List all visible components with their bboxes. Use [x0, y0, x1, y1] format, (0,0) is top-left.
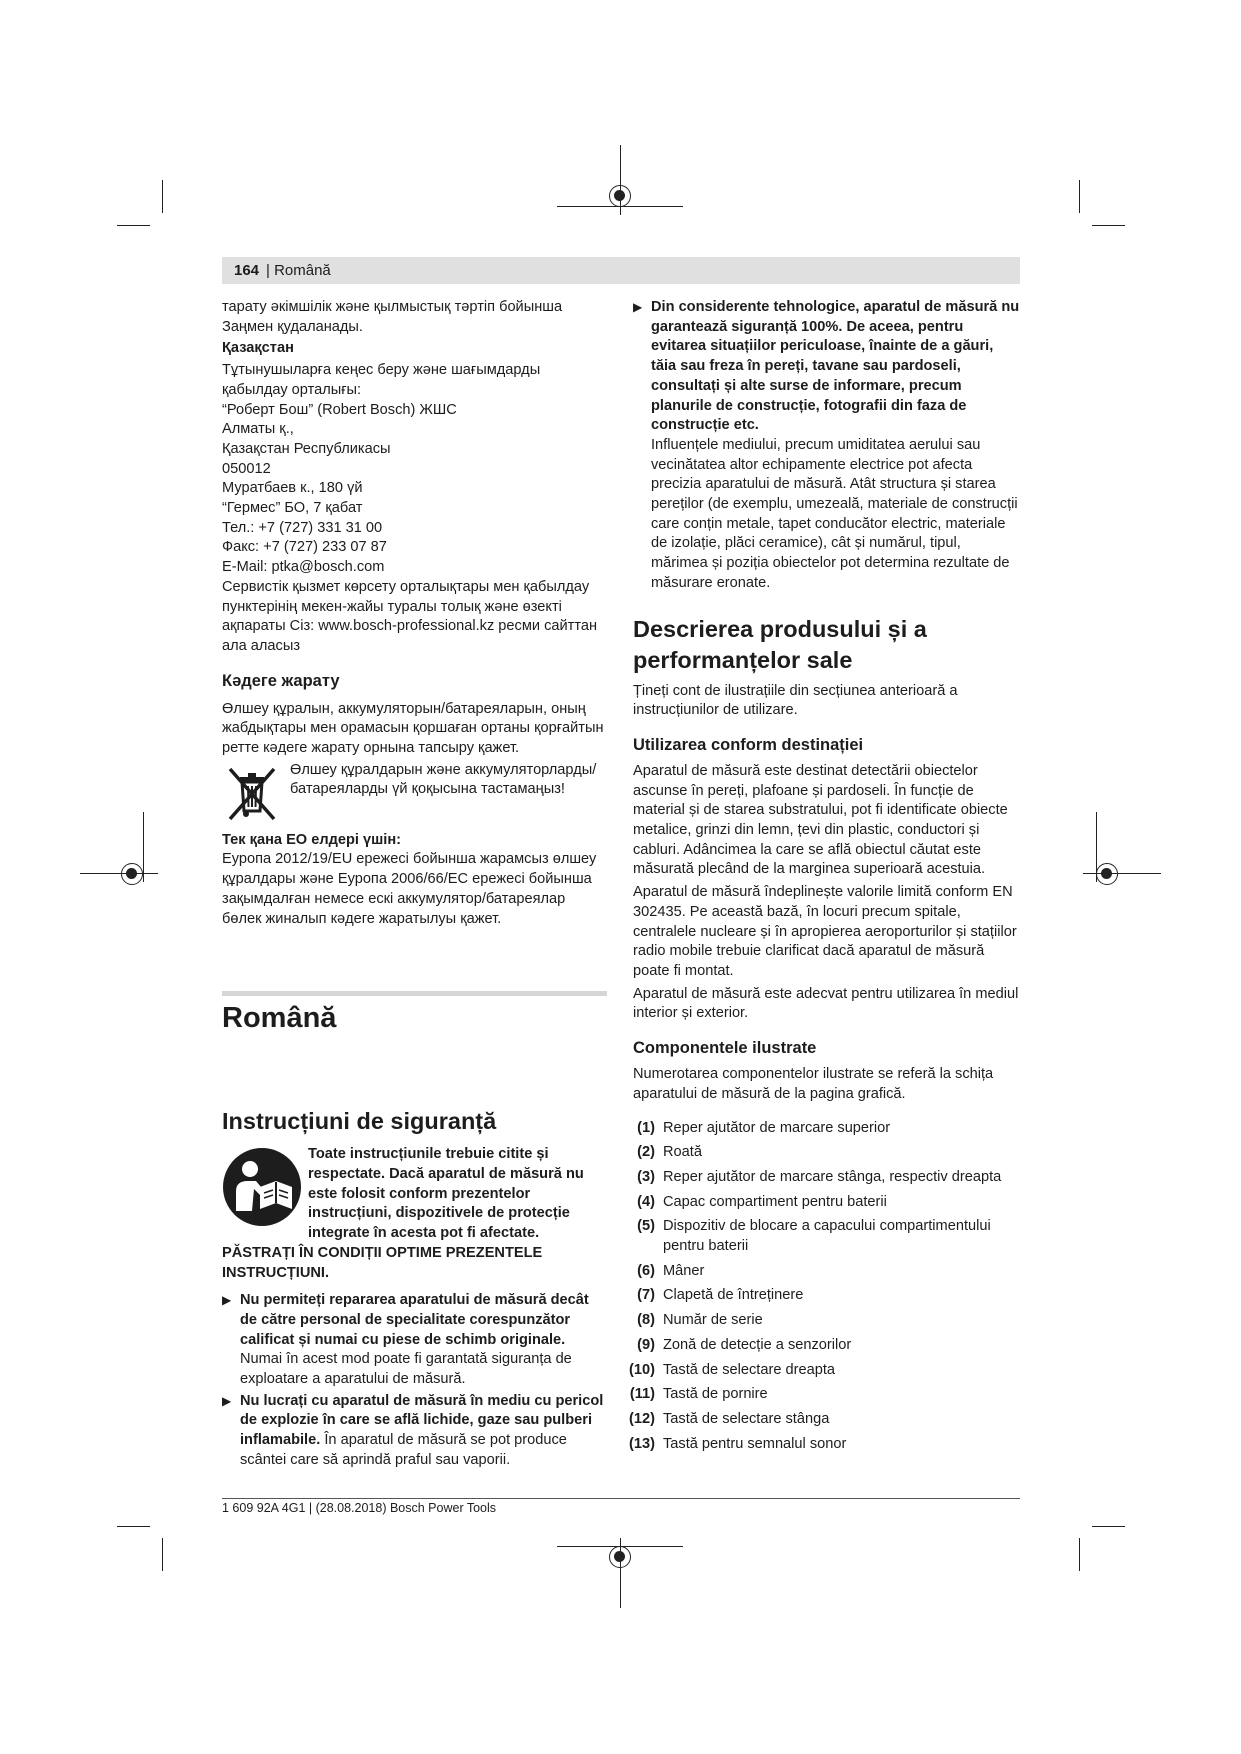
component-label: Dispozitiv de blocare a capacului compartimentului pentru baterii	[663, 1218, 991, 1255]
registration-target-icon	[609, 185, 631, 207]
eu-text: Еуропа 2012/19/EU ережесі бойынша жарамсыз өлшеу құралдары және Еуропа 2006/66/EC ережесі бойынша зақымдалған немесе ескі аккумулятор/батареялар бөлек жиналып кәдеге жаратылуы қажет.	[222, 851, 597, 927]
component-number: (11)	[629, 1386, 655, 1403]
list-item	[617, 1168, 1020, 1188]
component-number: (1)	[637, 1119, 655, 1136]
address-line: Тұтынушыларға кеңес беру және шағымдарды қабылдау орталығы:	[222, 362, 541, 398]
description-text: Țineți cont de ilustrațiile din secțiunea anterioară a instrucțiunilor de utilizare.	[633, 682, 958, 719]
component-number: (9)	[637, 1336, 655, 1353]
address-line: Алматы қ.,	[222, 421, 294, 438]
bullet-bold: Nu permiteți repararea aparatului de măsură decât de către personal de specialitate corespunzător calificat și numai cu piese de schimb originale.	[240, 1292, 589, 1348]
list-item	[617, 1217, 1020, 1256]
crop-mark	[1079, 1538, 1080, 1571]
crop-mark	[117, 1526, 150, 1527]
page-footer: 1 609 92A 4G1 | (28.08.2018) Bosch Power Tools	[222, 1501, 497, 1515]
header-section: | Română	[266, 262, 331, 279]
registration-line	[80, 873, 158, 874]
bullet-triangle-icon: ▶	[633, 300, 643, 314]
crop-mark	[1092, 225, 1125, 226]
component-number: (5)	[637, 1218, 655, 1235]
crop-mark	[117, 225, 150, 226]
component-label: Reper ajutător de marcare stânga, respectiv dreapta	[663, 1168, 1002, 1185]
component-number: (10)	[629, 1361, 655, 1378]
component-number: (2)	[637, 1144, 655, 1161]
section-divider	[222, 991, 607, 996]
registration-line	[143, 812, 144, 882]
list-item	[617, 1193, 1020, 1213]
component-label: Tastă pentru semnalul sonor	[663, 1435, 847, 1452]
component-number: (13)	[629, 1435, 655, 1452]
intended-use-p1: Aparatul de măsură este destinat detectării obiectelor ascunse în pereți, plafoane și pardoseli. În funcție de material și de starea substratului, pot fi identificate obiecte metalice, grinzi din lemn, țevi din plastic, conductori și cabluri. Adâncimea la care se află obiectul căutat este măsurată plecând de la marginea superioară acestuia.	[633, 762, 1008, 878]
address-line: Муратбаев к., 180 үй	[222, 480, 363, 497]
crossed-bin-icon	[222, 765, 282, 821]
list-item	[617, 1361, 1020, 1381]
component-label: Clapetă de întreținere	[663, 1287, 804, 1304]
page-number: 164	[234, 262, 260, 279]
bullet-bold: Nu lucrați cu aparatul de măsură în mediu cu pericol de explozie în care se află lichide, gaze sau pulberi inflamabile.	[240, 1392, 604, 1449]
safety-intro-text: Toate instrucțiunile trebuie citite și respectate. Dacă aparatul de măsură nu este folosit conform prezentelor instrucțiuni, dispozitivele de protecție integrate în acesta pot fi afectate. PĂSTRAȚI ÎN CONDIȚII OPTIME PREZENTELE INSTRUCȚIUNI.	[222, 1146, 584, 1281]
component-number: (12)	[629, 1410, 655, 1427]
crop-mark	[162, 1538, 163, 1571]
bullet-body: În aparatul de măsură se pot produce scântei care să aprindă praful sau vaporii.	[240, 1432, 567, 1468]
list-item	[617, 1410, 1020, 1430]
address-line: Сервистік қызмет көрсету орталықтары мен қабылдау пунктерінің мекен-жайы туралы толық және өзекті ақпараты Сіз: www.bosch-professional.kz ресми сайттан ала аласыз	[222, 578, 598, 654]
address-line: Тел.: +7 (727) 331 31 00	[222, 519, 383, 536]
bullet-text	[240, 1392, 607, 1471]
eu-heading: Тек қана ЕО елдері үшін:	[222, 831, 402, 848]
list-item	[617, 1336, 1020, 1356]
intended-use-p3: Aparatul de măsură este adecvat pentru utilizarea în mediul interior și exterior.	[633, 985, 1019, 1022]
list-item	[617, 1435, 1020, 1455]
address-line: “Роберт Бош” (Robert Bosch) ЖШС	[222, 401, 457, 418]
components-heading: Componentele ilustrate	[633, 1039, 817, 1058]
component-label: Tastă de selectare stânga	[663, 1410, 830, 1427]
kz-address	[222, 361, 607, 657]
component-label: Tastă de pornire	[663, 1386, 768, 1403]
disposal-warning	[222, 761, 607, 821]
crop-mark	[1079, 180, 1080, 213]
safety-intro	[222, 1145, 607, 1283]
component-label: Mâner	[663, 1262, 705, 1279]
bullet-bold: Din considerente tehnologice, aparatul de măsură nu garantează siguranță 100%. De aceea, pentru evitarea situațiilor periculoase, înainte de a găuri, tăia sau freza în pereți, tavane sau pardoseli, consultați și alte surse de informare, precum planurile de construcție, fotografii din faza de construcție etc.	[651, 299, 1020, 434]
address-line: 050012	[222, 460, 271, 477]
kz-intro: тарату әкімшілік және қылмыстық тәртіп бойынша Заңмен қудаланады.	[222, 299, 563, 335]
intended-use-heading: Utilizarea conform destinației	[633, 735, 864, 754]
component-label: Reper ajutător de marcare superior	[663, 1119, 891, 1136]
bullet-text	[240, 1291, 607, 1390]
component-label: Roată	[663, 1144, 702, 1161]
list-item	[617, 1262, 1020, 1282]
registration-target-icon	[121, 863, 143, 885]
read-manual-icon	[222, 1147, 302, 1227]
left-column	[222, 298, 607, 1471]
disposal-warning-text: Өлшеу құралдарын және аккумуляторларды/батареяларды үй қоқысына тастамаңыз!	[290, 761, 597, 798]
crop-mark	[1092, 1526, 1125, 1527]
safety-heading: Instrucțiuni de siguranță	[222, 1108, 497, 1135]
address-line: Факс: +7 (727) 233 07 87	[222, 539, 387, 556]
component-number: (8)	[637, 1312, 655, 1329]
list-item	[617, 1143, 1020, 1163]
component-number: (4)	[637, 1193, 655, 1210]
safety-bullet	[222, 1392, 607, 1471]
footer-rule	[222, 1498, 1020, 1499]
list-item	[617, 1385, 1020, 1405]
disposal-heading: Кәдеге жарату	[222, 671, 340, 690]
safety-bullet	[633, 298, 1020, 594]
registration-target-icon	[609, 1546, 631, 1568]
intended-use-p2: Aparatul de măsură îndeplinește valorile limită conform EN 302435. Pe această bază, în locuri precum spitale, centralele nucleare și în apropierea aeroporturilor și stațiilor radio mobile trebuie clarificat dacă aparatul de măsură poate fi montat.	[633, 884, 1017, 979]
address-line: “Гермес” БО, 7 қабат	[222, 500, 363, 517]
component-label: Tastă de selectare dreapta	[663, 1361, 835, 1378]
component-label: Zonă de detecție a senzorilor	[663, 1336, 852, 1353]
bullet-body: Numai în acest mod poate fi garantată siguranța de exploatare a aparatului de măsură.	[240, 1351, 572, 1388]
bullet-triangle-icon: ▶	[222, 1393, 232, 1408]
address-line: E-Mail: ptka@bosch.com	[222, 559, 385, 576]
language-title: Română	[222, 1002, 337, 1035]
components-text: Numerotarea componentelor ilustrate se referă la schița aparatului de măsură de la pagina grafică.	[633, 1066, 994, 1102]
registration-target-icon	[1096, 863, 1118, 885]
kz-country: Қазақстан	[222, 340, 294, 357]
components-list	[617, 1119, 1020, 1455]
bullet-triangle-icon: ▶	[222, 1293, 232, 1308]
right-column	[629, 298, 1020, 1454]
component-label: Capac compartiment pentru baterii	[663, 1193, 887, 1210]
registration-line	[1083, 873, 1161, 874]
page-header	[222, 257, 1020, 284]
component-label: Număr de serie	[663, 1312, 763, 1329]
component-number: (7)	[637, 1287, 655, 1304]
component-number: (3)	[637, 1168, 655, 1185]
address-line: Қазақстан Республикасы	[222, 440, 391, 457]
list-item	[617, 1286, 1020, 1306]
list-item	[617, 1119, 1020, 1139]
list-item	[617, 1311, 1020, 1331]
safety-bullet	[222, 1291, 607, 1390]
crop-mark	[162, 180, 163, 213]
disposal-text: Өлшеу құралын, аккумуляторын/батареяларын, оның жабдықтары мен орамасын қоршаған ортаны қорғайтын ретте кәдеге жарату орнына тапсыру қажет.	[222, 700, 604, 757]
bullet-body: Influențele mediului, precum umiditatea aerului sau vecinătatea altor echipamente electrice pot afecta precizia aparatului de măsură. Atât structura și starea pereților (de exemplu, umezeală, materiale de construcții care conțin metale, tapet conducător electric, materiale de izolație, plăci ceramice), cât și numărul, tipul, mărimea și poziția obiectelor pot determina rezultate de măsurare eronate.	[651, 436, 1018, 591]
description-heading: Descrierea produsului și a performanțelor sale	[633, 615, 927, 673]
component-number: (6)	[637, 1262, 655, 1279]
